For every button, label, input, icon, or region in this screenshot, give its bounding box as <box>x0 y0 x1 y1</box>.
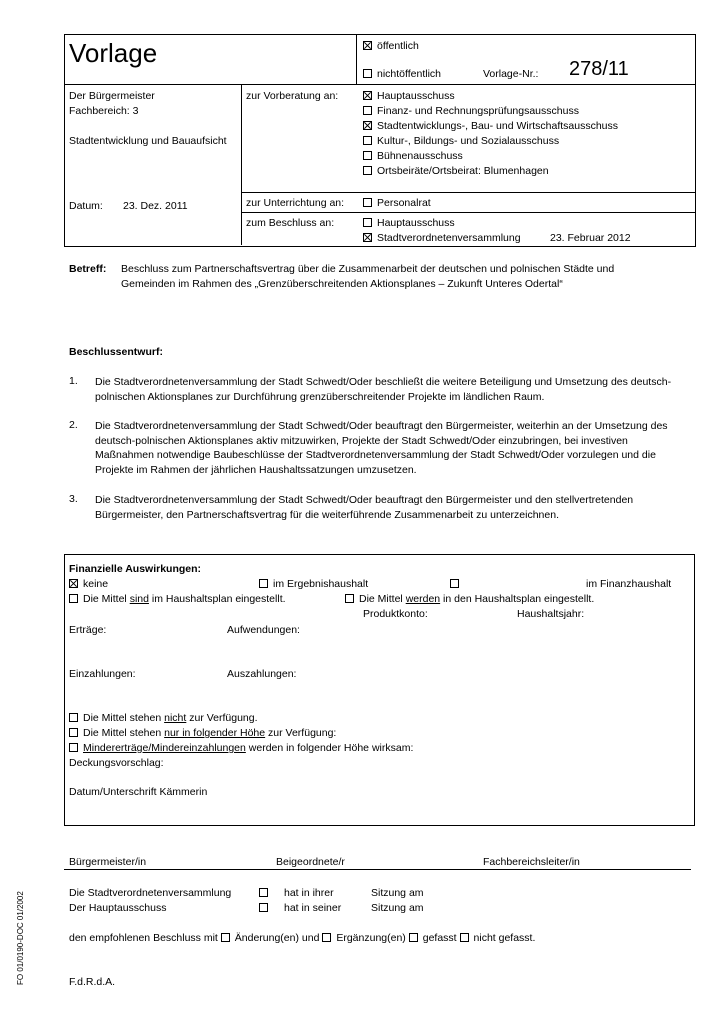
checkbox-empty-icon <box>259 888 268 897</box>
unterrichtung-item[interactable] <box>363 197 431 209</box>
deckungsvorschlag-label: Deckungsvorschlag: <box>69 757 164 769</box>
checkbox-empty-icon <box>69 594 78 603</box>
session-svv-mid: hat in ihrer <box>284 887 334 899</box>
checkbox-empty-icon <box>363 198 372 207</box>
vorberatung-item-label: Hauptausschuss <box>377 90 455 102</box>
vorlage-nr: 278/11 <box>569 58 629 80</box>
session-svv-option[interactable] <box>259 887 273 899</box>
mittel-nicht-text: Die Mittel stehen <box>83 712 165 724</box>
datum-value: 23. Dez. 2011 <box>123 200 188 212</box>
session-svv-sitzung: Sitzung am <box>371 887 424 899</box>
side-form-code: FO 01/0190-DOC 01/2002 <box>16 891 25 985</box>
finanz-keine-option[interactable] <box>69 578 108 590</box>
mittel-folgender-text-end: zur Verfügung: <box>265 727 337 739</box>
vorberatung-item-label: Ortsbeiräte/Ortsbeirat: Blumenhagen <box>377 165 549 177</box>
checkbox-empty-icon <box>69 728 78 737</box>
vorberatung-item[interactable] <box>363 90 455 102</box>
entwurf-item-number: 1. <box>69 375 78 387</box>
checkbox-empty-icon <box>259 903 268 912</box>
mittel-werden-option[interactable] <box>345 593 594 605</box>
beschluss-item[interactable] <box>363 217 455 229</box>
entwurf-item-text: Die Stadtverordnetenversammlung der Stadt Schwedt/Oder beauftragt den Bürgermeister und den stellvertretenden Bürgermeister, den Partnerschaftsvertrag für die weiterführende Zusammenarbeit zu unterzeichnen. <box>95 494 634 521</box>
session-ha-mid: hat in seiner <box>284 902 342 914</box>
mittel-sind-text: Die Mittel <box>83 593 130 605</box>
produktkonto-label: Produktkonto: <box>363 608 428 620</box>
entwurf-item-number: 3. <box>69 493 78 505</box>
header-col-divider-2 <box>241 84 242 245</box>
finanz-finanzhaushalt-checkbox[interactable] <box>450 578 464 590</box>
nichtoeffentlich-option[interactable] <box>363 68 441 80</box>
unterschrift-kaemmerin-label: Datum/Unterschrift Kämmerin <box>69 786 208 798</box>
unterrichtung-item-label: Personalrat <box>377 197 431 209</box>
mittel-werden-text: Die Mittel <box>359 593 406 605</box>
checkbox-checked-icon <box>363 91 372 100</box>
entwurf-item-text: Die Stadtverordnetenversammlung der Stadt Schwedt/Oder beschließt die weitere Beteiligung und Umsetzung des deutsch-polnischen Aktionsplanes zur Durchführung grenzüberschreitender Projekte im ländlichen Raum. <box>95 376 672 403</box>
vorberatung-item[interactable] <box>363 150 463 162</box>
mittel-werden-text-end: in den Haushaltsplan eingestellt. <box>440 593 595 605</box>
signature-buergermeister: Bürgermeister/in <box>69 856 147 868</box>
document-title: Vorlage <box>69 38 158 68</box>
vorberatung-item-label: Kultur-, Bildungs- und Sozialausschuss <box>377 135 560 147</box>
checkbox-checked-icon <box>363 121 372 130</box>
checkbox-empty-icon <box>450 579 459 588</box>
betreff-label: Betreff: <box>69 263 107 275</box>
mittel-sind-option[interactable] <box>69 593 286 605</box>
auszahlungen-label: Auszahlungen: <box>227 668 297 680</box>
ertraege-label: Erträge: <box>69 624 107 636</box>
mittel-nicht-underlined: nicht <box>164 712 187 724</box>
checkbox-empty-icon <box>363 69 372 78</box>
session-ha-option[interactable] <box>259 902 273 914</box>
vorlage-nr-label: Vorlage-Nr.: <box>483 68 539 80</box>
vorberatung-item-label: Finanz- und Rechnungsprüfungsausschuss <box>377 105 579 117</box>
signature-beigeordnete: Beigeordnete/r <box>276 856 345 868</box>
unterrichtung-divider <box>241 192 695 193</box>
checkbox-empty-icon[interactable] <box>460 933 469 942</box>
signature-fachbereichsleiter: Fachbereichsleiter/in <box>483 856 580 868</box>
checkbox-checked-icon <box>363 41 372 50</box>
beschluss-divider <box>241 212 695 213</box>
entwurf-item-text: Die Stadtverordnetenversammlung der Stadt Schwedt/Oder beauftragt den Bürgermeister, weiterhin an der Umsetzung des deutsch-polnischen Aktionsplanes aktiv mitzuwirken, Projekte der Stadt Schwedt/Oder einzubringen, bei investiven Maßnahmen notwendige Baubeschlüsse der Stadtverordnetenversammlung der Stadt Schwedt/Oder vorzulegen und die Projekte im Rahmen der jährlichen Haushaltssatzungen umzusetzen. <box>95 420 668 476</box>
resolution-ergaenzung: Ergänzung(en) <box>336 932 406 944</box>
checkbox-empty-icon <box>363 166 372 175</box>
oeffentlich-label: öffentlich <box>377 40 419 52</box>
vorberatung-item-label: Stadtentwicklungs-, Bau- und Wirtschaftsausschuss <box>377 120 619 132</box>
signature-line <box>64 869 691 870</box>
checkbox-empty-icon <box>345 594 354 603</box>
checkbox-empty-icon[interactable] <box>221 933 230 942</box>
fdrda-label: F.d.R.d.A. <box>69 976 116 988</box>
oeffentlich-option[interactable] <box>363 40 419 52</box>
header-divider <box>64 84 695 85</box>
einzahlungen-label: Einzahlungen: <box>69 668 136 680</box>
sender-line-2: Fachbereich: 3 <box>69 105 139 117</box>
mittel-sind-underlined: sind <box>129 593 149 605</box>
mittel-werden-underlined: werden <box>405 593 441 605</box>
checkbox-empty-icon[interactable] <box>409 933 418 942</box>
header-col-divider-1 <box>356 34 357 84</box>
beschluss-item-label: Hauptausschuss <box>377 217 455 229</box>
unterrichtung-label: zur Unterrichtung an: <box>246 197 345 209</box>
finanz-ergebnis-label: im Ergebnishaushalt <box>273 578 369 590</box>
checkbox-checked-icon <box>69 579 78 588</box>
haushaltsjahr-label: Haushaltsjahr: <box>517 608 585 620</box>
mittel-nicht-text-end: zur Verfügung. <box>186 712 258 724</box>
checkbox-checked-icon <box>363 233 372 242</box>
finanz-keine-label: keine <box>83 578 109 590</box>
checkbox-empty-icon <box>363 106 372 115</box>
aufwendungen-label: Aufwendungen: <box>227 624 300 636</box>
finanz-finanzhaushalt-label: im Finanzhaushalt <box>586 578 672 590</box>
sender-line-3: Stadtentwicklung und Bauaufsicht <box>69 135 227 147</box>
vorberatung-label: zur Vorberatung an: <box>246 90 339 102</box>
beschlussentwurf-heading: Beschlussentwurf: <box>69 346 163 358</box>
checkbox-empty-icon <box>69 743 78 752</box>
resolution-aenderung: Änderung(en) und <box>234 932 320 944</box>
vorberatung-item[interactable] <box>363 165 549 177</box>
mittel-folgender-text: Die Mittel stehen <box>83 727 165 739</box>
session-svv-label: Die Stadtverordnetenversammlung <box>69 887 232 899</box>
beschluss-date: 23. Februar 2012 <box>550 232 631 244</box>
vorberatung-item[interactable] <box>363 135 559 147</box>
entwurf-item-number: 2. <box>69 419 78 431</box>
vorberatung-item-label: Bühnenausschuss <box>377 150 463 162</box>
mittel-sind-text-end: im Haushaltsplan eingestellt. <box>148 593 286 605</box>
mittel-folgender-option[interactable] <box>69 727 336 739</box>
minderertraege-option[interactable] <box>69 742 413 754</box>
resolution-line <box>69 932 535 944</box>
finanz-heading: Finanzielle Auswirkungen: <box>69 563 202 575</box>
vorberatung-item[interactable] <box>363 105 579 117</box>
resolution-gefasst: gefasst <box>422 932 457 944</box>
betreff-line-1: Beschluss zum Partnerschaftsvertrag über die Zusammenarbeit der deutschen und polnischen Städte und <box>121 263 615 275</box>
mittel-folgender-underlined: nur in folgender Höhe <box>164 727 266 739</box>
betreff-line-2: Gemeinden im Rahmen des „Grenzüberschreitenden Aktionsplanes – Zukunft Unteres Odertal“ <box>121 278 563 290</box>
resolution-pre: den empfohlenen Beschluss mit <box>69 932 218 944</box>
checkbox-empty-icon <box>69 713 78 722</box>
checkbox-empty-icon[interactable] <box>322 933 331 942</box>
checkbox-empty-icon <box>363 218 372 227</box>
beschluss-item-label: Stadtverordnetenversammlung <box>377 232 521 244</box>
checkbox-empty-icon <box>363 151 372 160</box>
sender-line-1: Der Bürgermeister <box>69 90 155 102</box>
resolution-nicht-gefasst: nicht gefasst. <box>473 932 536 944</box>
beschluss-label: zum Beschluss an: <box>246 217 335 229</box>
beschluss-item[interactable] <box>363 232 521 244</box>
nichtoeffentlich-label: nichtöffentlich <box>377 68 442 80</box>
session-ha-sitzung: Sitzung am <box>371 902 424 914</box>
datum-label: Datum: <box>69 200 103 212</box>
checkbox-empty-icon <box>363 136 372 145</box>
mittel-nicht-option[interactable] <box>69 712 258 724</box>
session-ha-label: Der Hauptausschuss <box>69 902 167 914</box>
minderertraege-underlined: Mindererträge/Mindereinzahlungen <box>83 742 246 754</box>
finanz-ergebnis-option[interactable] <box>259 578 368 590</box>
checkbox-empty-icon <box>259 579 268 588</box>
vorberatung-item[interactable] <box>363 120 618 132</box>
minderertraege-text: werden in folgender Höhe wirksam: <box>245 742 414 754</box>
